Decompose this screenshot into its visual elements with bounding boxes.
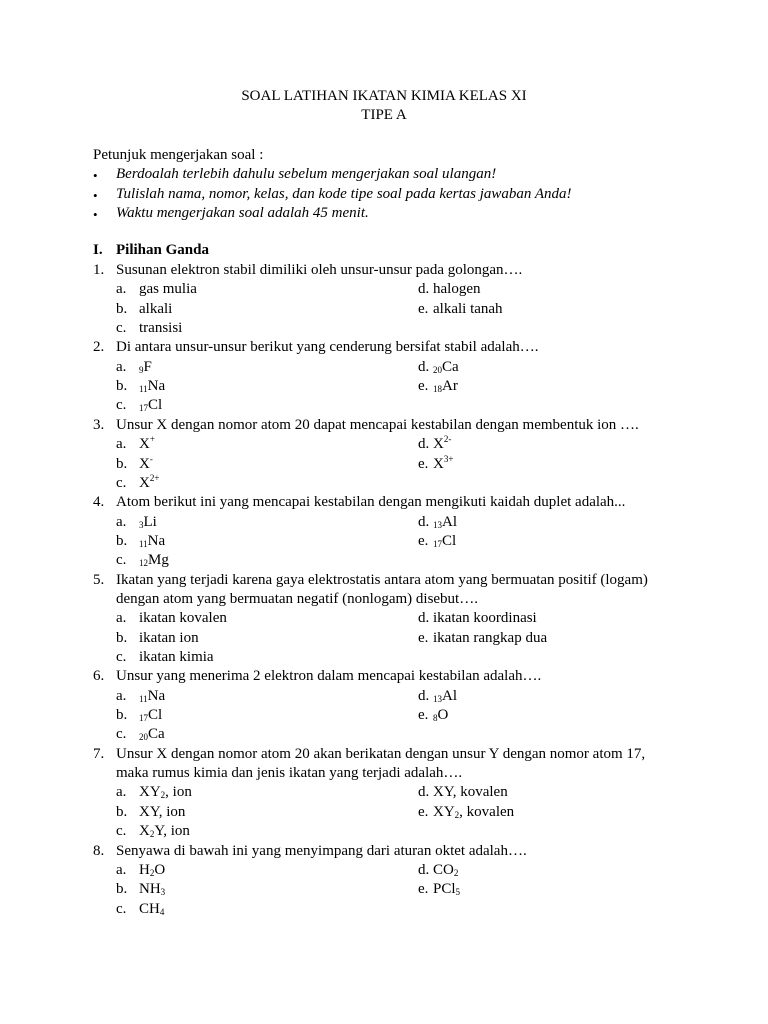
option-letter: d. bbox=[418, 784, 430, 801]
option-letter: b. bbox=[116, 455, 128, 472]
question-number: 6. bbox=[93, 668, 105, 685]
option-text-part: CO bbox=[433, 861, 454, 878]
option-text-part: Al bbox=[442, 687, 457, 704]
option-text bbox=[433, 687, 457, 706]
option-text-part: Ca bbox=[442, 358, 459, 375]
question-number: 2. bbox=[93, 339, 105, 356]
option-text-part: 11 bbox=[139, 538, 148, 549]
option-text-part: Ar bbox=[442, 378, 458, 395]
option-text bbox=[433, 880, 460, 899]
option-text-part: 4 bbox=[159, 906, 165, 917]
option-text-part: 13 bbox=[433, 693, 442, 704]
option-text-part: Na bbox=[147, 532, 166, 549]
option-letter: e. bbox=[418, 300, 429, 317]
option-letter: d. bbox=[418, 358, 430, 375]
option-text-part: X bbox=[433, 455, 444, 472]
option-text-part: Al bbox=[442, 513, 457, 530]
option-text-part: ikatan koordinasi bbox=[433, 610, 537, 627]
option-text-part: 18 bbox=[433, 384, 442, 395]
option-text-part: ikatan rangkap dua bbox=[433, 629, 548, 646]
option-text-part: ikatan ion bbox=[139, 629, 199, 646]
option-letter: a. bbox=[116, 861, 127, 878]
option-text-part: 9 bbox=[139, 364, 144, 375]
question-text: Atom berikut ini yang mencapai kestabilan dengan mengikuti kaidah duplet adalah... bbox=[116, 494, 626, 511]
option-text bbox=[433, 861, 458, 880]
option-text bbox=[139, 435, 155, 454]
option-text-part: gas mulia bbox=[139, 281, 197, 298]
option-text-part: halogen bbox=[433, 281, 481, 298]
option-text-part: 11 bbox=[139, 384, 148, 395]
option-letter: a. bbox=[116, 687, 127, 704]
option-text-part: 8 bbox=[433, 713, 438, 724]
option-letter: a. bbox=[116, 784, 127, 801]
option-text-part: X bbox=[433, 436, 444, 453]
question-text: Di antara unsur-unsur berikut yang cenderung bersifat stabil adalah…. bbox=[116, 339, 539, 356]
option-text-part: Y, ion bbox=[154, 823, 190, 840]
option-text-part: transisi bbox=[139, 320, 183, 337]
section-title: Pilihan Ganda bbox=[116, 242, 209, 258]
option-text bbox=[433, 280, 480, 299]
bullet-icon: • bbox=[93, 207, 98, 222]
option-text-part: 3+ bbox=[443, 453, 454, 464]
instruction-item: Tulislah nama, nomor, kelas, dan kode tipe soal pada kertas jawaban Anda! bbox=[116, 186, 572, 202]
option-text bbox=[433, 300, 503, 319]
instructions-heading: Petunjuk mengerjakan soal : bbox=[93, 147, 264, 163]
option-text-part: Cl bbox=[148, 707, 163, 724]
option-letter: a. bbox=[116, 281, 127, 298]
option-text bbox=[139, 396, 162, 415]
option-text-part: 20 bbox=[433, 364, 442, 375]
option-text bbox=[433, 783, 508, 802]
option-text-part: 12 bbox=[139, 558, 148, 569]
option-letter: a. bbox=[116, 513, 127, 530]
option-text bbox=[139, 532, 165, 551]
option-text-part: 5 bbox=[455, 887, 461, 898]
option-text bbox=[433, 377, 458, 396]
option-text-part: 20 bbox=[139, 732, 148, 743]
option-text-part: 2 bbox=[160, 790, 166, 801]
option-text-part: 13 bbox=[433, 519, 442, 530]
option-letter: b. bbox=[116, 881, 128, 898]
question-text: Unsur X dengan nomor atom 20 akan berikatan dengan unsur Y dengan nomor atom 17, bbox=[116, 745, 646, 762]
option-text-part: 2 bbox=[149, 829, 155, 840]
option-text bbox=[139, 648, 214, 667]
option-letter: c. bbox=[116, 726, 127, 743]
option-letter: e. bbox=[418, 455, 429, 472]
option-letter: b. bbox=[116, 378, 128, 395]
option-text-part: 3 bbox=[139, 519, 144, 530]
option-text-part: ikatan kimia bbox=[139, 649, 214, 665]
option-text bbox=[139, 300, 172, 319]
option-text-part: 17 bbox=[433, 538, 442, 549]
option-text bbox=[433, 435, 451, 454]
option-text-part: Cl bbox=[442, 532, 457, 549]
option-text bbox=[433, 803, 514, 822]
question-number: 5. bbox=[93, 571, 105, 588]
option-text-part: XY, kovalen bbox=[433, 784, 508, 801]
option-text-part: O bbox=[437, 707, 449, 724]
option-text bbox=[139, 609, 227, 628]
option-letter: d. bbox=[418, 861, 430, 878]
document-title: SOAL LATIHAN IKATAN KIMIA KELAS XI bbox=[241, 88, 527, 104]
option-text-part: X bbox=[139, 823, 150, 840]
option-text bbox=[433, 455, 453, 474]
option-text-part: XY, ion bbox=[139, 803, 186, 820]
option-text bbox=[139, 474, 159, 493]
option-text-part: Mg bbox=[148, 552, 169, 569]
option-text bbox=[433, 629, 547, 648]
option-text-part: XY bbox=[139, 784, 161, 801]
option-letter: e. bbox=[418, 629, 429, 646]
option-text-part: XY bbox=[433, 803, 455, 820]
bullet-icon: • bbox=[93, 168, 98, 183]
question-text: Susunan elektron stabil dimiliki oleh unsur-unsur pada golongan…. bbox=[116, 262, 523, 278]
option-letter: b. bbox=[116, 707, 128, 724]
question-number: 1. bbox=[93, 262, 105, 278]
option-letter: d. bbox=[418, 513, 430, 530]
question-text: dengan atom yang bermuatan negatif (nonlogam) disebut…. bbox=[116, 590, 478, 607]
option-text-part: Na bbox=[147, 687, 166, 704]
option-text-part: , kovalen bbox=[459, 803, 515, 820]
option-text-part: 2 bbox=[454, 809, 460, 820]
option-text bbox=[139, 319, 182, 338]
option-letter: a. bbox=[116, 358, 127, 375]
option-text-part: Na bbox=[147, 378, 166, 395]
option-text bbox=[433, 609, 537, 628]
option-text-part: Ca bbox=[148, 726, 165, 743]
option-text bbox=[139, 803, 185, 822]
question-text: Unsur X dengan nomor atom 20 dapat mencapai kestabilan dengan membentuk ion …. bbox=[116, 416, 639, 433]
question-number: 3. bbox=[93, 416, 105, 433]
option-letter: c. bbox=[116, 474, 127, 491]
option-letter: a. bbox=[116, 436, 127, 453]
option-letter: d. bbox=[418, 610, 430, 627]
question-text: Senyawa di bawah ini yang menyimpang dari aturan oktet adalah…. bbox=[116, 842, 527, 859]
option-text-part: , ion bbox=[165, 784, 192, 801]
option-text-part: H bbox=[139, 861, 150, 878]
option-text-part: X bbox=[139, 436, 150, 453]
option-text-part: alkali bbox=[139, 300, 173, 317]
option-text-part: NH bbox=[139, 881, 161, 898]
option-text bbox=[139, 455, 153, 474]
option-text-part: O bbox=[154, 861, 166, 878]
question-text: Ikatan yang terjadi karena gaya elektrostatis antara atom yang bermuatan positif (logam) bbox=[116, 571, 648, 588]
option-letter: c. bbox=[116, 397, 127, 414]
option-letter: c. bbox=[116, 649, 127, 665]
option-letter: b. bbox=[116, 629, 128, 646]
section-number: I. bbox=[93, 242, 103, 258]
instruction-item: Berdoalah terlebih dahulu sebelum mengerjakan soal ulangan! bbox=[116, 166, 497, 182]
option-text bbox=[139, 861, 165, 880]
question-text: Unsur yang menerima 2 elektron dalam mencapai kestabilan adalah…. bbox=[116, 668, 542, 685]
question-number: 8. bbox=[93, 842, 105, 859]
option-text-part: CH bbox=[139, 900, 160, 917]
option-letter: c. bbox=[116, 823, 127, 840]
option-letter: e. bbox=[418, 707, 429, 724]
option-text-part: 2- bbox=[443, 434, 452, 445]
option-text bbox=[139, 551, 169, 570]
option-letter: c. bbox=[116, 900, 127, 917]
option-text-part: PCl bbox=[433, 881, 456, 898]
option-letter: b. bbox=[116, 803, 128, 820]
option-text bbox=[139, 280, 197, 299]
option-text-part: Cl bbox=[148, 397, 163, 414]
option-text-part: 2 bbox=[149, 867, 155, 878]
option-text bbox=[139, 706, 162, 725]
option-text bbox=[139, 822, 190, 841]
option-text bbox=[139, 358, 152, 377]
option-letter: d. bbox=[418, 281, 430, 298]
option-letter: d. bbox=[418, 687, 430, 704]
option-letter: e. bbox=[418, 803, 429, 820]
option-text-part: 17 bbox=[139, 403, 148, 414]
bullet-icon: • bbox=[93, 188, 98, 203]
option-text-part: 3 bbox=[160, 887, 166, 898]
option-letter: e. bbox=[418, 378, 429, 395]
option-text-part: X bbox=[139, 474, 150, 491]
option-text bbox=[139, 513, 157, 532]
option-letter: e. bbox=[418, 532, 429, 549]
option-letter: b. bbox=[116, 532, 128, 549]
option-text-part: 2+ bbox=[149, 472, 160, 483]
option-text bbox=[433, 513, 457, 532]
option-letter: d. bbox=[418, 436, 430, 453]
option-letter: c. bbox=[116, 552, 127, 569]
option-text-part: - bbox=[149, 453, 153, 464]
option-text bbox=[139, 783, 192, 802]
question-number: 4. bbox=[93, 494, 105, 511]
option-text-part: F bbox=[143, 358, 152, 375]
option-text-part: 17 bbox=[139, 713, 148, 724]
option-text-part: + bbox=[149, 434, 155, 445]
option-text-part: X bbox=[139, 455, 150, 472]
option-text bbox=[139, 880, 165, 899]
option-text-part: alkali tanah bbox=[433, 300, 503, 317]
option-text-part: 11 bbox=[139, 693, 148, 704]
option-letter: b. bbox=[116, 300, 128, 317]
option-text-part: ikatan kovalen bbox=[139, 610, 227, 627]
document-subtitle: TIPE A bbox=[361, 107, 407, 123]
question-number: 7. bbox=[93, 745, 105, 762]
instruction-item: Waktu mengerjakan soal adalah 45 menit. bbox=[116, 205, 369, 221]
option-text-part: Li bbox=[143, 513, 157, 530]
option-text bbox=[139, 900, 164, 919]
option-text bbox=[433, 358, 459, 377]
option-text bbox=[139, 725, 165, 744]
option-letter: c. bbox=[116, 320, 127, 337]
option-text bbox=[139, 377, 165, 396]
option-text bbox=[139, 687, 165, 706]
option-text bbox=[433, 532, 456, 551]
option-letter: e. bbox=[418, 881, 429, 898]
option-text-part: 2 bbox=[453, 867, 459, 878]
option-letter: a. bbox=[116, 610, 127, 627]
option-text bbox=[433, 706, 448, 725]
question-text: maka rumus kimia dan jenis ikatan yang terjadi adalah…. bbox=[116, 765, 463, 782]
option-text bbox=[139, 629, 199, 648]
